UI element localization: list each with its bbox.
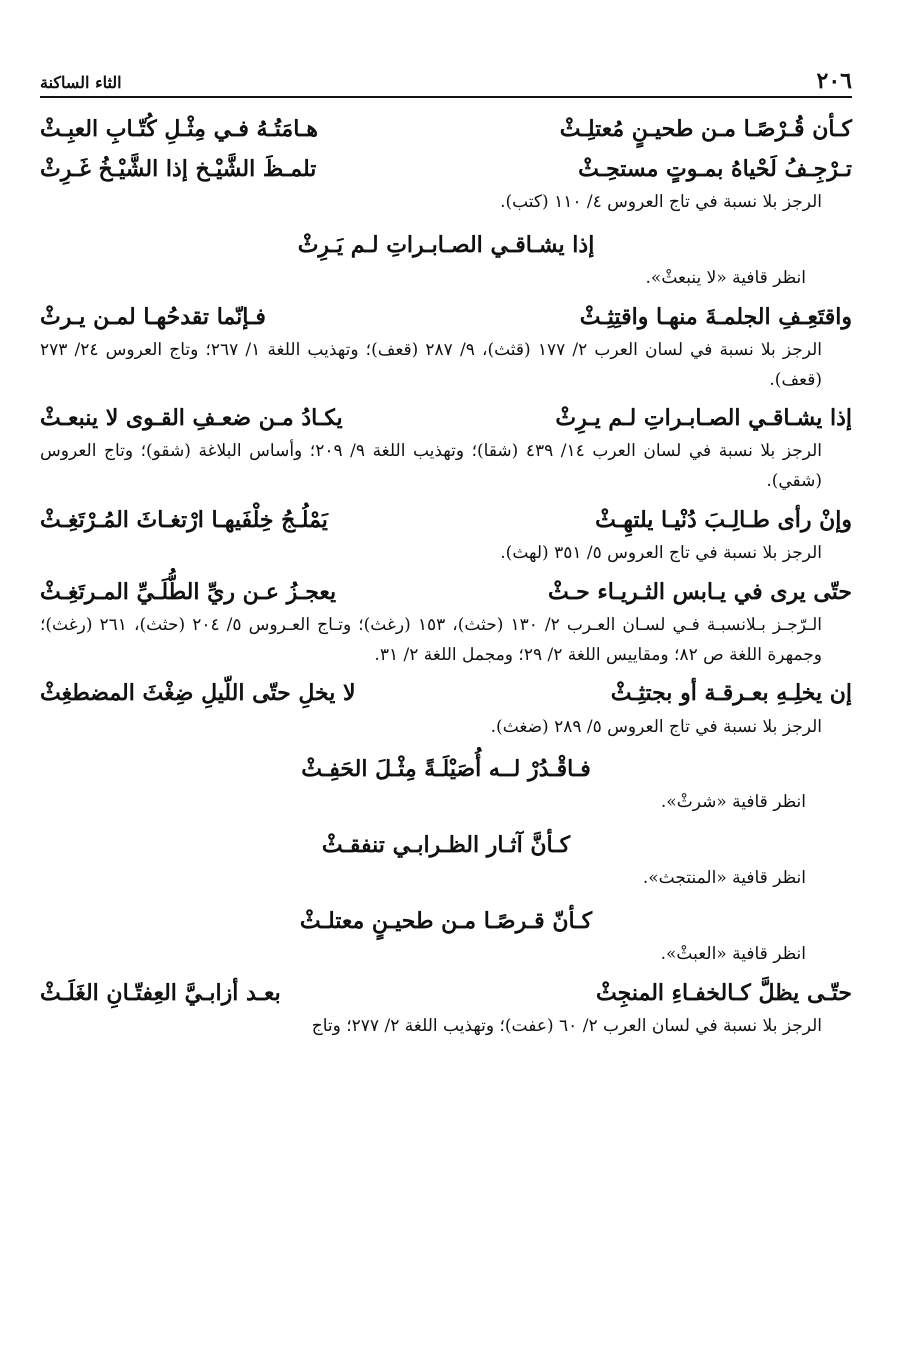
citation-note: الرجز بلا نسبة في لسان العرب ١٤/ ٤٣٩ (شقا)؛ وتهذيب اللغة ٩/ ٢٠٩؛ وأساس البلاغة (شقو)؛ وتاج العروس (شقي). (40, 441, 822, 492)
verse-couplet (40, 112, 852, 146)
citation-note: الرجز بلا نسبة في تاج العروس ٤/ ١١٠ (كتب). (500, 192, 822, 213)
second-hemistich: يعجـزُ عـن ريِّ الطُّلَـيِّ المـرتَغِـثْ (40, 578, 337, 605)
citation-note: الرجز بلا نسبة في تاج العروس ٥/ ٣٥١ (لهث). (500, 543, 822, 564)
first-hemistich: إذا يشـاقـي الصـابـراتِ لـم يـرِثْ (555, 405, 852, 432)
cross-reference: انظر قافية «شرثْ». (660, 792, 806, 813)
second-hemistich: لا يخلِ حتّى اللّيلِ ضِغْثَ المضطغِثْ (40, 680, 356, 707)
cross-reference: انظر قافية «المنتجث». (642, 868, 806, 889)
first-hemistich: كـأن قُـرْصًـا مـن طحيـنٍ مُعتلِـثْ (559, 116, 852, 142)
first-hemistich: حتّـى يظلَّ كـالخفـاءِ المنجِثْ (596, 979, 852, 1006)
first-hemistich: واقتَعِـفِ الجلمـةَ منهـا واقتِثِـثْ (579, 303, 852, 330)
verse-couplet (40, 503, 852, 537)
first-hemistich: تـرْجِـفُ لَحْياهُ بمـوتٍ مستحِـثْ (578, 156, 852, 183)
page-number: ٢٠٦ (816, 68, 852, 94)
second-hemistich: يَمْلُـجُ خِلْفَيهـا ارْتغـاثَ المُـرْتَغِـثْ (40, 506, 328, 533)
verse-couplet (40, 575, 852, 609)
verse-single: إذا يشـاقـي الصـابـراتِ لـم يَـرِثْ (297, 231, 595, 258)
verse-couplet (40, 300, 852, 334)
verse-couplet (40, 676, 852, 710)
citation-note: الرجز بلا نسبة في لسان العرب ٢/ ١٧٧ (قثث)، ٩/ ٢٨٧ (قعف)؛ وتهذيب اللغة ١/ ٢٦٧؛ وتاج العروس ٢٤/ ٢٧٣ (قعف). (40, 339, 823, 390)
citation-note: الرجز بلا نسبة في لسان العرب ٢/ ٦٠ (عفت)؛ وتهذيب اللغة ٢/ ٢٧٧؛ وتاج (311, 1015, 822, 1036)
second-hemistich: فـإنّما تقدحُهـا لمـن يـرثْ (40, 303, 266, 330)
first-hemistich: إن يخلِـهِ بعـرقـة أو بجتثِـثْ (610, 680, 852, 707)
first-hemistich: حتّى يرى في يـابس الثـريـاء حـثْ (548, 578, 852, 605)
verse-couplet (40, 976, 852, 1010)
verse-single: كـأنّ قـرصًـا مـن طحيـنٍ معتلـثْ (299, 907, 593, 934)
second-hemistich: هـامَتُـهُ فـي مِثْـلِ كُتّـابِ العبِـثْ (40, 116, 318, 142)
citation-note: الرجز بلا نسبة في تاج العروس ٥/ ٢٨٩ (ضغث). (490, 716, 822, 737)
section-title: الثاء الساكنة (40, 73, 122, 92)
cross-reference: انظر قافية «لا ينبعثْ». (645, 268, 806, 289)
verse-couplet (40, 401, 852, 435)
cross-reference: انظر قافية «العبثْ». (660, 944, 806, 965)
verse-single: كـأنَّ آثـار الظـرابـي تنفقـثْ (321, 832, 571, 859)
page-content (40, 106, 852, 1042)
verse-couplet (40, 152, 852, 186)
second-hemistich: تلمـظَ الشَّيْـخ إذا الشَّيْـخُ غَـرِثْ (40, 156, 317, 183)
citation-note: الـرّجـز بـلانسبـة فـي لسـان العـرب ٢/ ١٣٠ (حثث)، ١٥٣ (رغث)؛ وتـاج العـروس ٥/ ٢٠٤ (حثث)، ٢٦١ (رغث)؛ وجمهرة اللغة ص ٨٢؛ ومقاييس اللغة ٢/ ٢٩؛ ومجمل اللغة ٢/ ٣١. (40, 614, 823, 665)
first-hemistich: وإنْ رأى طـالِـبَ دُنْيـا يلتهِـثْ (595, 506, 852, 533)
verse-single: فـاقْـدُرْ لــه أُصَيْلَـةً مِثْـلَ الحَفِـثْ (301, 756, 591, 783)
second-hemistich: يكـادُ مـن ضعـفِ القـوى لا ينبعـثْ (40, 405, 343, 432)
running-header (40, 56, 852, 98)
second-hemistich: بعـد أزابـيَّ العِفتّـانِ الغَلَـثْ (40, 979, 281, 1006)
